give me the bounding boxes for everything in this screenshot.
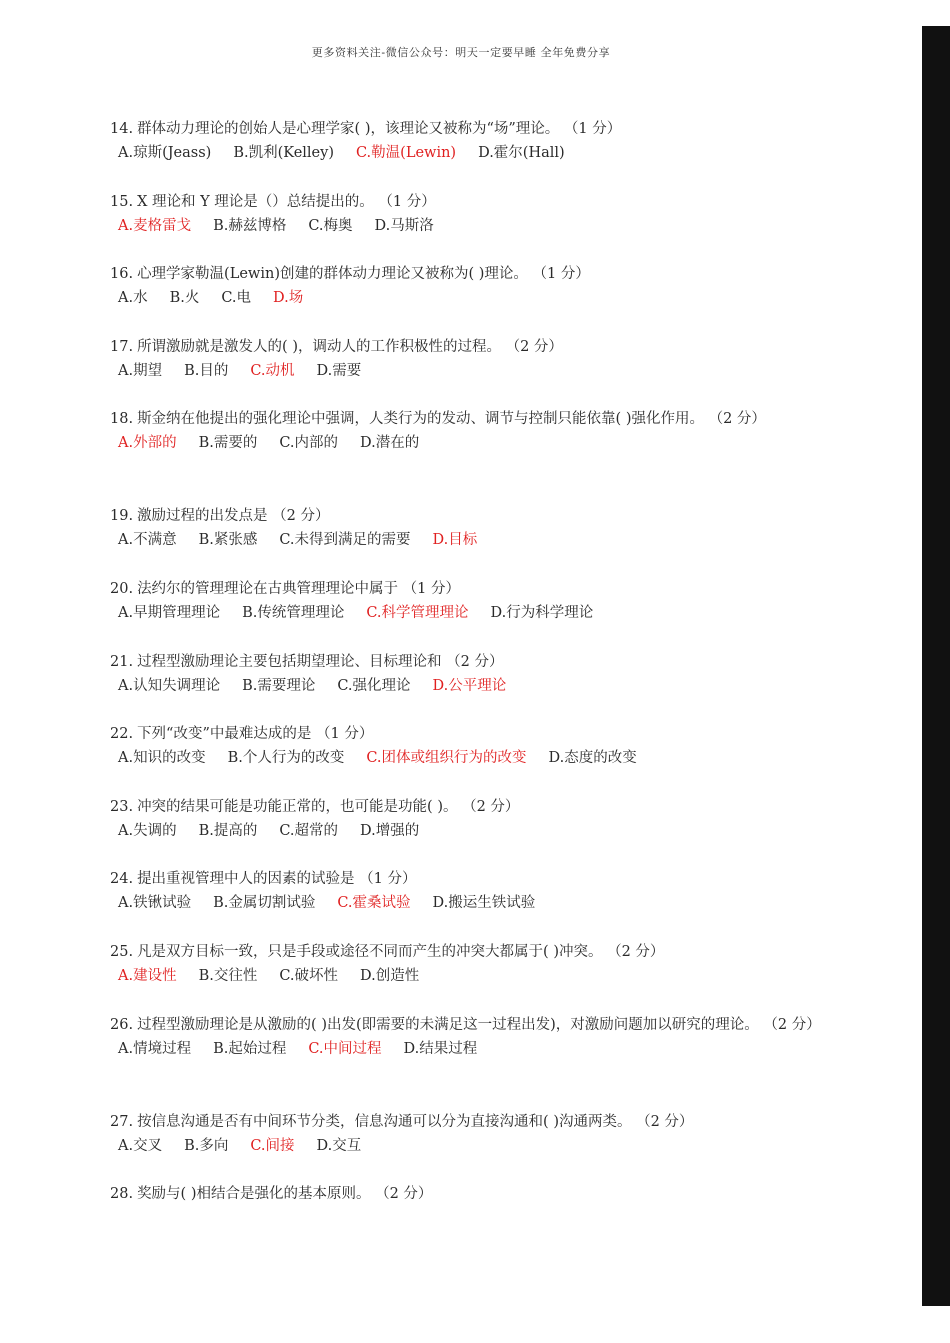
question-stem xyxy=(110,117,822,141)
question-number: 15. xyxy=(110,193,134,210)
option-row xyxy=(110,891,822,915)
question-text: 激励过程的出发点是 （2 分） xyxy=(137,508,330,525)
option-c-correct: C.团体或组织行为的改变 xyxy=(366,750,527,767)
question-text: X 理论和 Y 理论是（）总结提出的。 （1 分） xyxy=(137,193,436,210)
option-d-correct: D.公平理论 xyxy=(432,677,507,694)
question-number: 27. xyxy=(110,1113,134,1130)
option-c: C.内部的 xyxy=(279,435,339,452)
option-a-correct: A.麦格雷戈 xyxy=(118,217,192,234)
question-number: 16. xyxy=(110,266,134,283)
option-d: D.行为科学理论 xyxy=(490,604,594,621)
option-row xyxy=(110,141,822,165)
question-20 xyxy=(110,577,822,650)
question-25 xyxy=(110,940,822,1013)
question-number: 28. xyxy=(110,1186,134,1203)
question-stem xyxy=(110,1013,822,1037)
option-b: B.多向 xyxy=(184,1137,229,1154)
option-row xyxy=(110,1134,822,1158)
question-22 xyxy=(110,722,822,795)
question-27 xyxy=(110,1110,822,1183)
question-text: 奖励与( )相结合是强化的基本原则。 （2 分） xyxy=(137,1186,433,1203)
option-c: C.超常的 xyxy=(279,822,339,839)
option-b: B.提高的 xyxy=(198,822,258,839)
option-d: D.增强的 xyxy=(360,822,420,839)
option-c: C.梅奥 xyxy=(308,217,353,234)
page-header: 更多资料关注-微信公众号：明天一定要早睡 全年免费分享 xyxy=(311,46,611,59)
option-d: D.潜在的 xyxy=(360,435,420,452)
option-d-correct: D.场 xyxy=(273,290,304,307)
option-b: B.赫兹博格 xyxy=(213,217,287,234)
question-stem xyxy=(110,1182,822,1206)
option-c: C.破坏性 xyxy=(279,967,339,984)
option-b: B.凯利(Kelley) xyxy=(233,145,334,161)
question-number: 14. xyxy=(110,121,134,137)
question-text: 冲突的结果可能是功能正常的，也可能是功能( )。 （2 分） xyxy=(137,798,520,815)
question-text: 斯金纳在他提出的强化理论中强调，人类行为的发动、调节与控制只能依靠( )强化作用。 （2 分） xyxy=(137,411,766,428)
question-28 xyxy=(110,1182,822,1255)
question-number: 22. xyxy=(110,726,134,743)
question-stem xyxy=(110,650,822,674)
question-stem xyxy=(110,407,822,431)
question-stem xyxy=(110,940,822,964)
option-d: D.结果过程 xyxy=(403,1040,478,1057)
option-d-correct: D.目标 xyxy=(432,532,478,549)
question-18 xyxy=(110,407,822,504)
question-text: 按信息沟通是否有中间环节分类，信息沟通可以分为直接沟通和( )沟通两类。 （2 分） xyxy=(137,1113,694,1130)
option-d: D.霍尔(Hall) xyxy=(478,145,565,161)
question-list xyxy=(110,117,822,1255)
option-a: A.琼斯(Jeass) xyxy=(118,145,212,161)
question-stem xyxy=(110,1110,822,1134)
option-b: B.需要理论 xyxy=(242,677,316,694)
question-number: 17. xyxy=(110,338,134,355)
question-21 xyxy=(110,650,822,723)
option-b: B.起始过程 xyxy=(213,1040,287,1057)
question-text: 下列“改变”中最难达成的是 （1 分） xyxy=(137,726,374,743)
option-a: A.不满意 xyxy=(118,532,177,549)
option-c-correct: C.勒温(Lewin) xyxy=(355,145,457,161)
scan-edge-bar xyxy=(922,26,950,1306)
option-d: D.马斯洛 xyxy=(374,217,434,234)
question-23 xyxy=(110,795,822,868)
option-row xyxy=(110,964,822,988)
option-row xyxy=(110,214,822,238)
option-c: C.未得到满足的需要 xyxy=(279,532,411,549)
option-a: A.铁锹试验 xyxy=(118,895,192,912)
option-row xyxy=(110,286,822,310)
option-a-correct: A.外部的 xyxy=(118,435,177,452)
question-stem xyxy=(110,335,822,359)
option-a: A.期望 xyxy=(118,362,163,379)
option-d: D.交互 xyxy=(316,1137,362,1154)
question-text: 群体动力理论的创始人是心理学家( )，该理论又被称为“场”理论。 （1 分） xyxy=(137,121,622,137)
option-d: D.态度的改变 xyxy=(548,750,637,767)
option-b: B.传统管理理论 xyxy=(242,604,345,621)
option-row xyxy=(110,674,822,698)
option-a: A.认知失调理论 xyxy=(118,677,221,694)
option-b: B.目的 xyxy=(184,362,229,379)
option-row xyxy=(110,1037,822,1061)
question-number: 19. xyxy=(110,508,134,525)
question-stem xyxy=(110,262,822,286)
option-a: A.水 xyxy=(118,290,148,307)
option-c-correct: C.中间过程 xyxy=(308,1040,382,1057)
question-stem xyxy=(110,577,822,601)
option-c-correct: C.霍桑试验 xyxy=(337,895,411,912)
question-text: 过程型激励理论是从激励的( )出发(即需要的未满足这一过程出发)，对激励问题加以研究的理论。 （2 分） xyxy=(137,1016,821,1033)
option-b: B.金属切割试验 xyxy=(213,895,316,912)
question-text: 提出重视管理中人的因素的试验是 （1 分） xyxy=(137,871,417,888)
question-text: 过程型激励理论主要包括期望理论、目标理论和 （2 分） xyxy=(137,653,504,670)
question-26 xyxy=(110,1013,822,1110)
question-text: 凡是双方目标一致，只是手段或途径不同而产生的冲突大都属于( )冲突。 （2 分） xyxy=(137,943,665,960)
question-number: 26. xyxy=(110,1016,134,1033)
question-number: 25. xyxy=(110,943,134,960)
option-c: C.强化理论 xyxy=(337,677,411,694)
question-stem xyxy=(110,795,822,819)
question-15 xyxy=(110,190,822,263)
question-number: 18. xyxy=(110,411,134,428)
option-c: C.电 xyxy=(221,290,252,307)
question-text: 心理学家勒温(Lewin)创建的群体动力理论又被称为( )理论。 （1 分） xyxy=(137,266,590,283)
question-stem xyxy=(110,504,822,528)
option-row xyxy=(110,528,822,552)
option-a-correct: A.建设性 xyxy=(118,967,177,984)
question-number: 23. xyxy=(110,798,134,815)
option-b: B.需要的 xyxy=(198,435,258,452)
option-b: B.紧张感 xyxy=(198,532,258,549)
question-text: 所谓激励就是激发人的( )，调动人的工作积极性的过程。 （2 分） xyxy=(137,338,563,355)
question-number: 20. xyxy=(110,580,134,597)
option-a: A.交叉 xyxy=(118,1137,163,1154)
question-text: 法约尔的管理理论在古典管理理论中属于 （1 分） xyxy=(137,580,461,597)
option-c-correct: C.科学管理理论 xyxy=(366,604,469,621)
option-row xyxy=(110,746,822,770)
option-row xyxy=(110,819,822,843)
option-a: A.情境过程 xyxy=(118,1040,192,1057)
question-stem xyxy=(110,722,822,746)
question-16 xyxy=(110,262,822,335)
option-row xyxy=(110,359,822,383)
option-row xyxy=(110,601,822,625)
option-b: B.个人行为的改变 xyxy=(227,750,345,767)
question-stem xyxy=(110,190,822,214)
option-a: A.知识的改变 xyxy=(118,750,206,767)
option-d: D.搬运生铁试验 xyxy=(432,895,536,912)
option-row xyxy=(110,431,822,455)
option-a: A.早期管理理论 xyxy=(118,604,221,621)
option-c-correct: C.动机 xyxy=(250,362,295,379)
option-c-correct: C.间接 xyxy=(250,1137,295,1154)
question-number: 24. xyxy=(110,871,134,888)
option-b: B.交往性 xyxy=(198,967,258,984)
question-24 xyxy=(110,867,822,940)
question-14 xyxy=(110,117,822,190)
question-17 xyxy=(110,335,822,408)
question-stem xyxy=(110,867,822,891)
question-19 xyxy=(110,504,822,577)
option-b: B.火 xyxy=(169,290,200,307)
option-d: D.创造性 xyxy=(360,967,420,984)
question-number: 21. xyxy=(110,653,134,670)
option-a: A.失调的 xyxy=(118,822,177,839)
option-d: D.需要 xyxy=(316,362,362,379)
